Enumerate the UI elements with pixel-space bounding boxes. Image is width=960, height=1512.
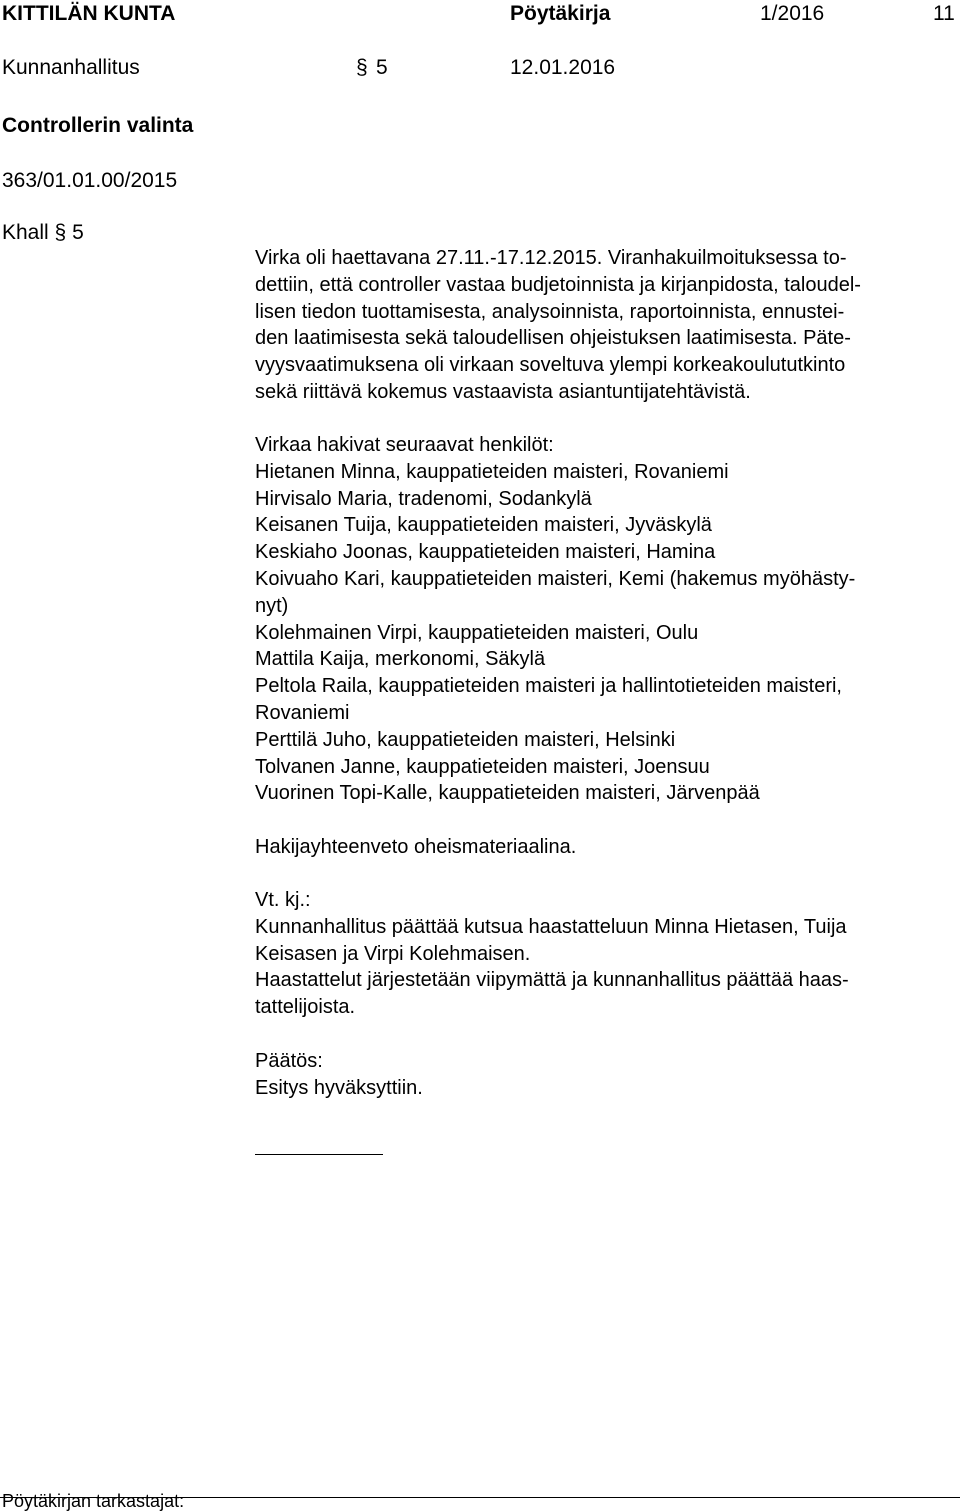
applicant-line: Vuorinen Topi-Kalle, kauppatieteiden maisteri, Järvenpää (255, 782, 760, 805)
applicant-line: Tolvanen Janne, kauppatieteiden maisteri, Joensuu (255, 755, 710, 778)
applicant-line: Peltola Raila, kauppatieteiden maisteri ja hallintotieteiden maisteri, (255, 675, 842, 698)
paragraph-line: vyysvaatimuksena oli virkaan soveltuva ylempi korkeakoulututkinto (255, 354, 846, 377)
proposal-label: Vt. kj.: (255, 889, 311, 911)
proposal-line: tattelijoista. (255, 996, 356, 1019)
vacancy-paragraph (255, 245, 955, 406)
decision-text: Esitys hyväksyttiin. (255, 1076, 423, 1099)
applicant-line: Perttilä Juho, kauppatieteiden maisteri, Helsinki (255, 728, 676, 751)
summary-note (255, 834, 955, 861)
proposal-section (255, 887, 955, 1021)
summary-note-text: Hakijayhteenveto oheismateriaalina. (255, 836, 577, 858)
section-number: 5 (376, 56, 388, 79)
khall-section (2, 221, 84, 245)
meeting-date: 12.01.2016 (510, 56, 616, 79)
decision-label: Päätös: (255, 1050, 323, 1072)
paragraph-line: lisen tiedon tuottamisesta, analysoinnista, raportoinnista, ennustei- (255, 300, 845, 323)
decision-section (255, 1048, 955, 1102)
paragraph-line: den laatimisesta sekä taloudellisen ohjeistuksen laatimisesta. Päte- (255, 327, 851, 350)
municipality-name: KITTILÄN KUNTA (2, 2, 176, 25)
applicants-intro: Virkaa hakivat seuraavat henkilöt: (255, 434, 554, 456)
khall-label: Khall (2, 221, 49, 244)
section-symbol: § (356, 56, 368, 79)
document-type: Pöytäkirja (510, 2, 611, 25)
paragraph-line: sekä riittävä kokemus vastaavista asiantuntijatehtävistä. (255, 380, 751, 403)
applicant-line: Koivuaho Kari, kauppatieteiden maisteri, Kemi (hakemus myöhästy- (255, 567, 856, 590)
proposal-line: Kunnanhallitus päättää kutsua haastatteluun Minna Hietasen, Tuija (255, 915, 847, 938)
document-number: 1/2016 (760, 2, 825, 25)
khall-section-symbol: § (54, 221, 67, 244)
governing-body: Kunnanhallitus (2, 56, 140, 79)
footer-reviewers-label: Pöytäkirjan tarkastajat: (2, 1491, 185, 1511)
khall-section-number: 5 (72, 221, 84, 244)
proposal-line: Keisasen ja Virpi Kolehmaisen. (255, 942, 531, 965)
proposal-line: Haastattelut järjestetään viipymättä ja kunnanhallitus päättää haas- (255, 969, 849, 992)
applicants-section (255, 432, 955, 807)
page-title: Controllerin valinta (2, 114, 194, 137)
signature-line (255, 1154, 383, 1155)
applicant-line: Hietanen Minna, kauppatieteiden maisteri, Rovaniemi (255, 460, 729, 483)
applicant-line: Hirvisalo Maria, tradenomi, Sodankylä (255, 487, 592, 510)
applicant-line: Keisanen Tuija, kauppatieteiden maisteri, Jyväskylä (255, 514, 712, 537)
applicant-line: nyt) (255, 594, 289, 617)
paragraph-line: Virka oli haettavana 27.11.-17.12.2015. Viranhakuilmoituksessa to- (255, 247, 847, 269)
applicant-line: Mattila Kaija, merkonomi, Säkylä (255, 648, 546, 671)
paragraph-line: dettiin, että controller vastaa budjetoinnista ja kirjanpidosta, taloudel- (255, 273, 861, 296)
applicant-line: Keskiaho Joonas, kauppatieteiden maisteri, Hamina (255, 541, 716, 564)
record-number: 363/01.01.00/2015 (2, 169, 178, 192)
applicant-line: Kolehmainen Virpi, kauppatieteiden maisteri, Oulu (255, 621, 699, 644)
applicant-line: Rovaniemi (255, 701, 350, 724)
page-number: 11 (933, 2, 955, 25)
